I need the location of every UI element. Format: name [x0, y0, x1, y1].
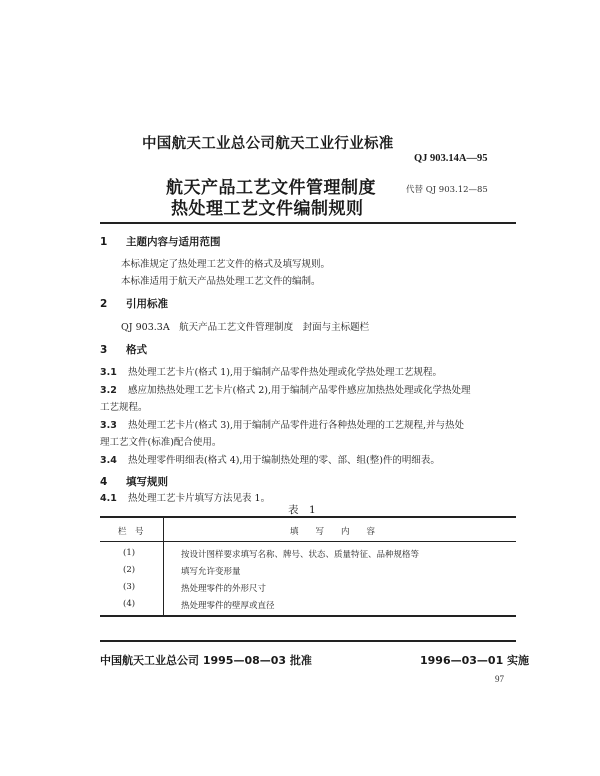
section-number: 3 [100, 344, 108, 356]
implementation-date: 1996—03—01 实施 [420, 654, 530, 667]
section-3-heading [100, 342, 147, 357]
table-column-divider [163, 516, 164, 616]
clause-number: 3.3 [100, 420, 117, 431]
table-row-4-number: (4) [123, 599, 136, 609]
section-title: 主题内容与适用范围 [126, 236, 221, 248]
clause-4-1 [100, 490, 270, 504]
clause-3-4 [100, 452, 440, 466]
section-4-heading [100, 474, 168, 489]
standard-code: QJ 903.14A—95 [414, 153, 488, 164]
page-number: 97 [495, 674, 504, 684]
table-header-content: 填 写 内 容 [290, 527, 376, 537]
table-caption: 表 1 [288, 504, 316, 516]
clause-number: 4.1 [100, 493, 117, 504]
section-title: 格式 [126, 344, 147, 356]
clause-text: 感应加热热处理工艺卡片(格式 2),用于编制产品零件感应加热热处理或化学热处理 [128, 385, 471, 396]
table-row-1-content: 按设计图样要求填写名称、牌号、状态、质量特征、品种规格等 [181, 550, 420, 560]
table-row-2-number: (2) [123, 565, 136, 575]
section-title: 填写规则 [126, 476, 168, 488]
clause-text: 热处理工艺卡片(格式 3),用于编制产品零件进行各种热处理的工艺规程,并与热处 [128, 420, 465, 431]
section-number: 4 [100, 476, 108, 488]
footer-divider [100, 640, 516, 642]
clause-text: 热处理零件明细表(格式 4),用于编制热处理的零、部、组(整)件的明细表。 [128, 455, 440, 466]
section-1-paragraph-2: 本标准适用于航天产品热处理工艺文件的编制。 [121, 276, 321, 287]
clause-number: 3.4 [100, 455, 117, 466]
section-1-paragraph-1: 本标准规定了热处理工艺文件的格式及填写规则。 [121, 259, 331, 270]
issuing-organization: 中国航天工业总公司航天工业行业标准 [142, 136, 394, 152]
clause-number: 3.2 [100, 385, 117, 396]
table-row-3-number: (3) [123, 582, 136, 592]
replaces-standard: 代替 QJ 903.12—85 [406, 185, 488, 195]
clause-text: 热处理工艺卡片填写方法见表 1。 [128, 493, 271, 504]
section-1-heading [100, 234, 221, 249]
referenced-standard: QJ 903.3A 航天产品工艺文件管理制度 封面与主标题栏 [121, 322, 370, 333]
header-divider [100, 222, 516, 224]
fill-rules-table [100, 516, 516, 616]
clause-number: 3.1 [100, 367, 117, 378]
clause-3-3 [100, 417, 464, 431]
approval-info: 中国航天工业总公司 1995—08—03 批准 [100, 654, 312, 667]
section-number: 2 [100, 298, 108, 310]
section-2-heading [100, 296, 168, 311]
table-row-3-content: 热处理零件的外形尺寸 [181, 584, 267, 594]
table-row-4-content: 热处理零件的壁厚或直径 [181, 601, 275, 611]
document-title-line2: 热处理工艺文件编制规则 [171, 199, 364, 219]
table-row-1-number: (1) [123, 548, 136, 558]
document-title-line1: 航天产品工艺文件管理制度 [166, 178, 376, 198]
clause-3-1 [100, 364, 442, 378]
section-title: 引用标准 [126, 298, 168, 310]
clause-3-2 [100, 382, 471, 396]
clause-3-2-continued: 工艺规程。 [100, 402, 148, 413]
clause-3-3-continued: 理工艺文件(标准)配合使用。 [100, 437, 222, 448]
table-header-column-number: 栏 号 [118, 527, 144, 537]
section-number: 1 [100, 236, 108, 248]
clause-text: 热处理工艺卡片(格式 1),用于编制产品零件热处理或化学热处理工艺规程。 [128, 367, 442, 378]
table-row-2-content: 填写允许变形量 [181, 567, 241, 577]
